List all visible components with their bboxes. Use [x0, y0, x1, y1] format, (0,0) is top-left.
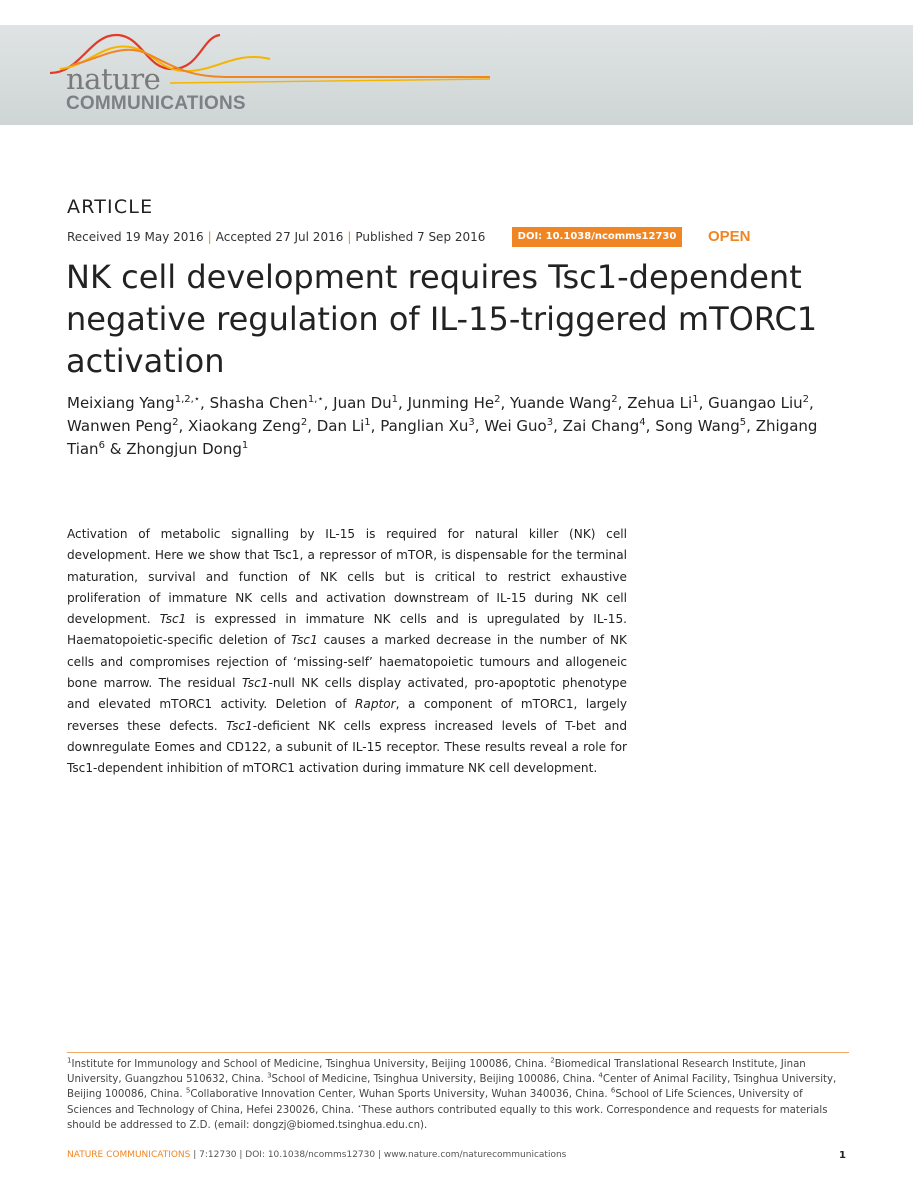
author-affiliation-mark: 3	[468, 417, 475, 428]
logo-wordmark: nature	[66, 62, 161, 96]
page-footer	[67, 1150, 847, 1160]
journal-header	[0, 25, 913, 125]
abstract-text: is expressed in immature NK cells and is upregulated by IL-15. Haematopoietic-specific deletion of	[67, 612, 627, 648]
author-name: Wanwen Peng	[67, 417, 173, 435]
author-affiliation-mark: 4	[639, 417, 646, 428]
footnote-text: Center of Animal Facility, Tsinghua University, Beijing 100086, China.	[67, 1074, 837, 1101]
author-name: Xiaokang Zeng	[188, 417, 301, 435]
author-affiliation-mark: 2	[611, 394, 618, 405]
footnote-text: Institute for Immunology and School of Medicine, Tsinghua University, Beijing 100086, China.	[71, 1059, 551, 1070]
abstract-text: , a component of mTORC1, largely reverses these defects.	[67, 697, 627, 733]
author-name: Zai Chang	[562, 417, 640, 435]
footer-journal: NATURE COMMUNICATIONS	[67, 1150, 191, 1160]
abstract	[67, 524, 627, 780]
abstract-text: -null NK cells display activated, pro-apoptotic phenotype and elevated mTORC1 activity. Deletion of	[67, 676, 627, 712]
footnote-mark: 5	[185, 1087, 191, 1096]
author-name: Dan Li	[316, 417, 365, 435]
author-affiliation-mark: 1	[391, 394, 399, 405]
open-access-label: OPEN	[708, 228, 751, 245]
date-separator: |	[347, 230, 352, 244]
date-separator: |	[207, 230, 212, 244]
author-name: Meixiang Yang	[67, 394, 175, 412]
author-affiliation-mark: 1	[241, 440, 249, 451]
footnote-text: School of Life Sciences, University of Sciences and Technology of China, Hefei 230026, China.	[67, 1089, 803, 1116]
footnote-text: Biomedical Translational Research Institute, Jinan University, Guangzhou 510632, China.	[67, 1059, 806, 1086]
abstract-italic-term: Tsc1	[241, 676, 269, 691]
abstract-italic-term: Tsc1	[159, 612, 187, 627]
footer-citation: | 7:12730 | DOI: 10.1038/ncomms12730 | www.nature.com/naturecommunications	[190, 1150, 567, 1160]
author-affiliation-mark: 2	[300, 417, 308, 428]
footnote-text: These authors contributed equally to this work. Correspondence and requests for materials should be addressed to Z.D. (email: dongzj@biomed.tsinghua.edu.cn).	[67, 1104, 828, 1131]
footnote-mark: 4	[598, 1071, 603, 1080]
abstract-text: -deficient NK cells express increased levels of T-bet and downregulate Eomes and CD122, a subunit of IL-15 receptor. These results reveal a role for Tsc1-dependent inhibition of mTORC1 activation during immature NK cell development.	[67, 718, 627, 776]
author-list: Meixiang Yang$^{1,2,⋆}$, Shasha Chen$^{1,⋆}$, Juan Du$^1$, Junming He$^2$, Yuande Wang$^2$, Zehua Li$^1$, Guangao Liu$^2$, Wanwen Peng$^2$, Xiaokang Zeng$^2$, Dan Li$^1$, Panglian Xu$^3$, Wei Guo$^3$, Zai Chang$^4$, Song Wang$^5$, Zhigang Tian$^6$ & Zhongjun Dong$^1$	[67, 394, 818, 458]
received-date: Received 19 May 2016	[67, 230, 204, 244]
author-affiliation-mark: 6	[98, 440, 105, 451]
published-date: Published 7 Sep 2016	[355, 230, 486, 244]
author-name: Song Wang	[655, 417, 740, 435]
author-affiliation-mark: 1	[692, 394, 699, 405]
section-label: ARTICLE	[67, 196, 154, 218]
author-affiliation-mark: 2	[802, 394, 810, 405]
abstract-italic-term: Tsc1	[291, 633, 318, 648]
abstract-text: Activation of metabolic signalling by IL-15 is required for natural killer (NK) cell development. Here we show that Tsc1, a repressor of mTOR, is dispensable for the terminal maturation, survival and function of NK cells but is critical to restrict exhaustive proliferation of immature NK cells and activation downstream of IL-15 during NK cell development.	[67, 527, 627, 627]
logo-subtitle: COMMUNICATIONS	[66, 93, 246, 114]
author-name: Juan Du	[333, 394, 392, 412]
footnote-mark: 2	[550, 1056, 555, 1065]
author-name: Zhigang Tian	[67, 417, 818, 458]
author-affiliation-mark: 2	[172, 417, 179, 428]
author-affiliation-mark: 3	[546, 417, 554, 428]
publication-dates	[67, 230, 485, 244]
author-name: Guangao Liu	[708, 394, 803, 412]
author-affiliation-mark: 2	[494, 394, 501, 405]
affiliations-footnote	[67, 1052, 849, 1133]
author-affiliation-mark: 1	[364, 417, 371, 428]
author-name: Zehua Li	[627, 394, 693, 412]
author-name: Wei Guo	[484, 417, 547, 435]
author-affiliation-mark: 1,2,⋆	[174, 394, 201, 405]
footnote-mark: 6	[610, 1087, 616, 1096]
abstract-italic-term: Raptor	[355, 697, 396, 712]
author-name: Shasha Chen	[209, 394, 308, 412]
author-affiliation-mark: 5	[739, 417, 747, 428]
footnote-mark: 1	[67, 1056, 72, 1065]
author-name: Junming He	[407, 394, 495, 412]
author-name: Zhongjun Dong	[126, 440, 242, 458]
author-name: Panglian Xu	[380, 417, 469, 435]
doi-badge[interactable]: DOI: 10.1038/ncomms12730	[512, 227, 682, 247]
author-affiliation-mark: 1,⋆	[307, 394, 324, 405]
abstract-text: causes a marked decrease in the number of NK cells and compromises rejection of ‘missing-self’ haematopoietic tumours and allogeneic bone marrow. The residual	[67, 633, 627, 691]
article-title: NK cell development requires Tsc1-dependent negative regulation of IL-15-triggered mTORC1 activation	[66, 258, 818, 380]
accepted-date: Accepted 27 Jul 2016	[215, 230, 344, 244]
page-number: 1	[839, 1150, 846, 1161]
footnote-text: School of Medicine, Tsinghua University, Beijing 100086, China.	[271, 1074, 599, 1086]
footnote-mark: ⋆	[357, 1102, 362, 1111]
footnote-text: Collaborative Innovation Center, Wuhan Sports University, Wuhan 340036, China.	[190, 1089, 611, 1101]
author-name: Yuande Wang	[510, 394, 612, 412]
abstract-italic-term: Tsc1	[226, 718, 253, 733]
footnote-mark: 3	[267, 1071, 272, 1080]
